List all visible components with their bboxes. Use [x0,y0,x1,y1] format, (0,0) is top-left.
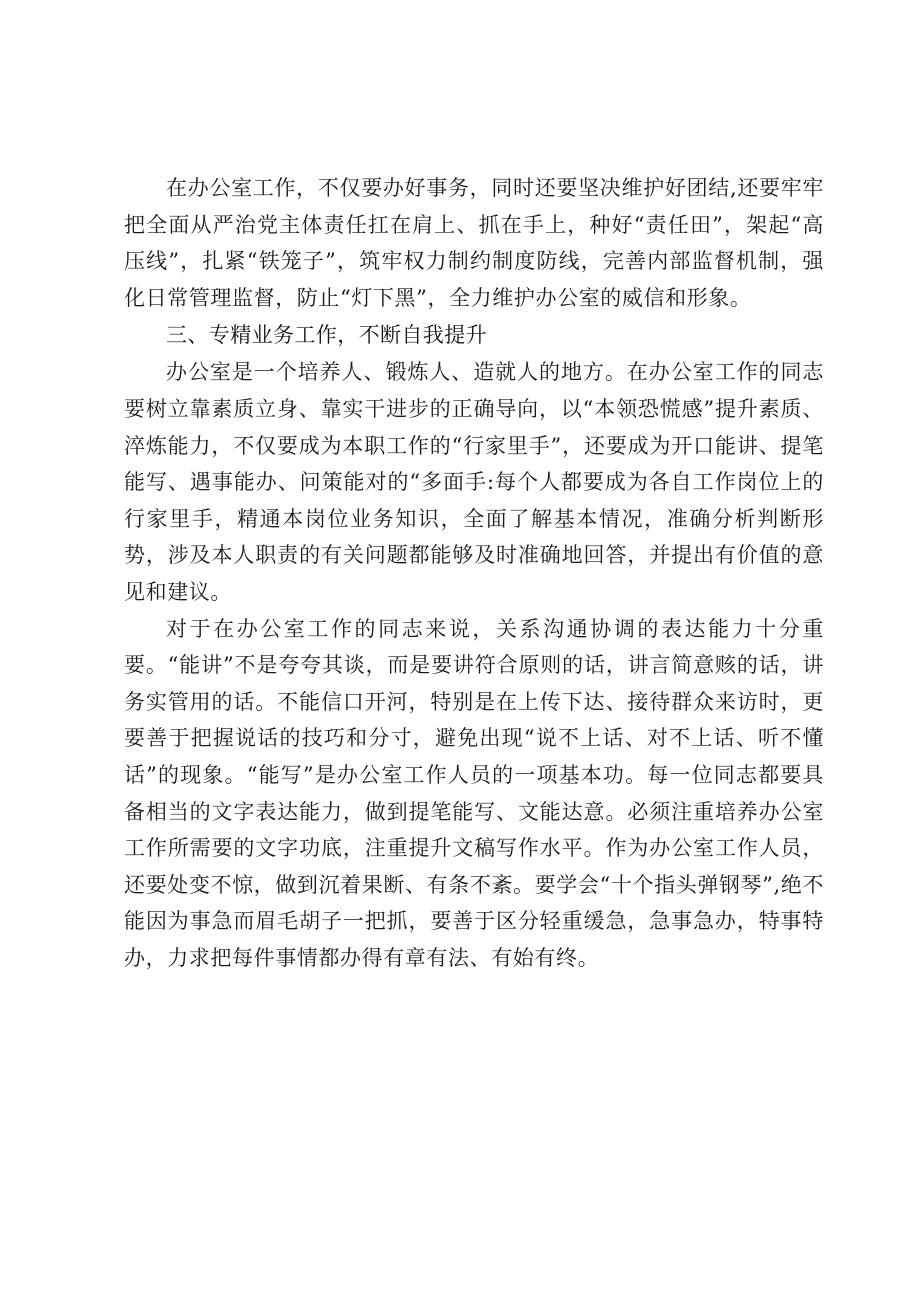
document-body [124,170,824,976]
paragraph-unity-discipline: 在办公室工作，不仅要办好事务，同时还要坚决维护好团结,还要牢牢把全面从严治党主体责任扛在肩上、抓在手上，种好“责任田”，架起“高压线”，扎紧“铁笼子”，筑牢权力制约制度防线，完善内部监督机制，强化日常管理监督，防止“灯下黑”，全力维护办公室的威信和形象。 [124,176,824,310]
section-heading-three: 三、专精业务工作，不断自我提升 [166,323,487,348]
paragraph-communication-skills: 对于在办公室工作的同志来说，关系沟通协调的表达能力十分重要。“能讲”不是夸夸其谈，而是要讲符合原则的话，讲言简意赅的话，讲务实管用的话。不能信口开河，特别是在上传下达、接待群众来访时，更要善于把握说话的技巧和分寸，避免出现“说不上话、对不上话、听不懂话”的现象。“能写”是办公室工作人员的一项基本功。每一位同志都要具备相当的文字表达能力，做到提笔能写、文能达意。必须注重培养办公室工作所需要的文字功底，注重提升文稿写作水平。作为办公室工作人员，还要处变不惊，做到沉着果断、有条不紊。要学会“十个指头弹钢琴”,绝不能因为事急而眉毛胡子一把抓，要善于区分轻重缓急，急事急办，特事特办，力求把每件事情都办得有章有法、有始有终。 [124,616,824,970]
paragraph-training-ground: 办公室是一个培养人、锻炼人、造就人的地方。在办公室工作的同志要树立靠素质立身、靠实干进步的正确导向，以“本领恐慌感”提升素质、淬炼能力，不仅要成为本职工作的“行家里手”，还要成为开口能讲、提笔能写、遇事能办、问策能对的“多面手:每个人都要成为各自工作岗位上的行家里手，精通本岗位业务知识，全面了解基本情况，准确分析判断形势，涉及本人职责的有关问题都能够及时准确地回答，并提出有价值的意见和建议。 [124,360,824,604]
